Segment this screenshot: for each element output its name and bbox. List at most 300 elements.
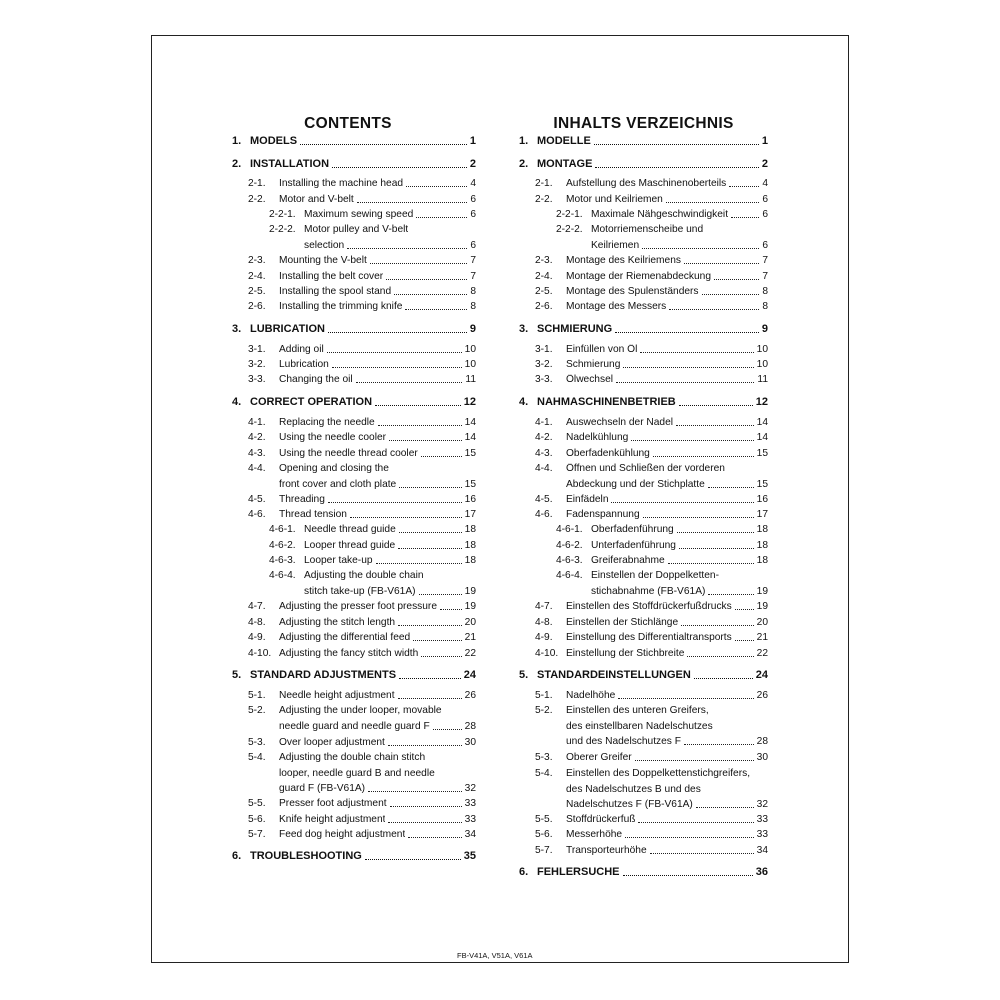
toc-entry-title: Einstellen der Doppelketten-: [591, 570, 719, 581]
toc-entry-number: 4-6-2.: [269, 540, 296, 551]
toc-entry-number: 4-9.: [248, 632, 266, 643]
toc-page-number: 12: [463, 396, 476, 408]
toc-entry-number: 5-2.: [248, 705, 266, 716]
toc-entry-number: 2-4.: [248, 271, 266, 282]
toc-entry-title: Motor und Keilriemen: [566, 194, 663, 205]
toc-entry[interactable]: [519, 209, 768, 220]
toc-entry-number: 5-6.: [248, 814, 266, 825]
toc-entry[interactable]: [232, 286, 476, 297]
toc-entry[interactable]: [519, 374, 768, 385]
toc-entry-number: 2-2-2.: [556, 224, 583, 235]
toc-entry-title: Messerhöhe: [566, 829, 623, 840]
toc-entry-title: Thread tension: [279, 509, 347, 520]
toc-entry[interactable]: [232, 737, 476, 748]
toc-entry-title: Einstellen der Stichlänge: [566, 617, 679, 628]
toc-entry-number: 4-8.: [248, 617, 266, 628]
toc-leader-dots: [618, 697, 753, 699]
toc-page-number: 8: [470, 286, 476, 297]
toc-entry[interactable]: [519, 159, 768, 170]
toc-leader-dots: [370, 262, 468, 264]
toc-page-number: 10: [756, 344, 768, 355]
toc-entry-number: 2-1.: [535, 178, 553, 189]
toc-entry-number: 5-4.: [248, 752, 266, 763]
toc-entry[interactable]: [232, 601, 476, 612]
toc-leader-dots: [640, 351, 753, 353]
toc-entry-number: 4-4.: [248, 463, 266, 474]
toc-entry[interactable]: [519, 570, 768, 597]
toc-entry[interactable]: [232, 301, 476, 312]
toc-leader-dots: [332, 366, 462, 368]
toc-entry-title: Looper thread guide: [304, 540, 396, 551]
toc-leader-dots: [696, 806, 754, 808]
toc-entry[interactable]: [232, 814, 476, 825]
contents-column-german: [519, 36, 768, 962]
model-footer: FB-V41A, V51A, V61A: [457, 951, 533, 960]
toc-entry-title: STANDARD ADJUSTMENTS: [250, 670, 397, 681]
toc-page-number: 6: [470, 239, 476, 251]
toc-page-number: 18: [464, 555, 476, 566]
toc-entry-title: Motor and V-belt: [279, 194, 354, 205]
toc-page-number: 22: [464, 648, 476, 659]
toc-entry-number: 4-6-1.: [556, 524, 583, 535]
toc-entry[interactable]: [232, 617, 476, 628]
toc-entry[interactable]: [232, 851, 476, 862]
toc-entry-title: Mounting the V-belt: [279, 255, 367, 266]
toc-entry[interactable]: [232, 463, 476, 490]
toc-leader-dots: [638, 821, 753, 823]
toc-entry[interactable]: [232, 829, 476, 840]
toc-leader-dots: [642, 247, 759, 249]
toc-page-number: 24: [463, 669, 476, 681]
toc-entry-title: STANDARDEINSTELLUNGEN: [537, 670, 691, 681]
toc-leader-dots: [388, 744, 462, 746]
toc-page-number: 9: [761, 323, 768, 335]
toc-entry-title: Lubrication: [279, 359, 329, 370]
toc-entry[interactable]: [519, 448, 768, 459]
toc-entry-title-continued: needle guard and needle guard F: [279, 720, 430, 732]
toc-page-number: 35: [463, 850, 476, 862]
toc-entry-title: Ölwechsel: [566, 374, 613, 385]
toc-entry-title: Auswechseln der Nadel: [566, 417, 674, 428]
toc-entry-number: 2-2-1.: [556, 209, 583, 220]
toc-entry-title-continued: guard F (FB-V61A): [279, 783, 366, 794]
toc-leader-dots: [378, 424, 462, 426]
toc-leader-dots: [616, 381, 754, 383]
toc-entry[interactable]: [519, 194, 768, 205]
toc-entry[interactable]: [232, 271, 476, 282]
toc-entry-title: FEHLERSUCHE: [537, 867, 620, 878]
toc-entry[interactable]: [519, 224, 768, 251]
toc-entry[interactable]: [232, 448, 476, 459]
toc-page-number: 32: [756, 799, 768, 810]
toc-entry[interactable]: [519, 286, 768, 297]
toc-page-number: 4: [470, 178, 476, 189]
toc-leader-dots: [708, 486, 754, 488]
toc-entry-title: Motor pulley and V-belt: [304, 224, 409, 235]
toc-entry[interactable]: [519, 359, 768, 370]
toc-leader-dots: [406, 185, 467, 187]
toc-entry-number: 4-5.: [535, 494, 553, 505]
toc-entry-number: 4-10.: [535, 648, 559, 659]
toc-page-number: 16: [756, 494, 768, 505]
toc-entry[interactable]: [519, 705, 768, 747]
toc-leader-dots: [350, 516, 462, 518]
toc-entry-number: 5-7.: [248, 829, 266, 840]
toc-entry-number: 5-7.: [535, 845, 553, 856]
toc-entry[interactable]: [519, 845, 768, 856]
toc-leader-dots: [625, 836, 754, 838]
toc-entry-title: Installing the trimming knife: [279, 301, 403, 312]
toc-entry-title-continued: front cover and cloth plate: [279, 478, 397, 490]
toc-page-number: 19: [756, 601, 768, 612]
toc-entry-number: 2-3.: [535, 255, 553, 266]
toc-entry-title: Montage des Spulenständers: [566, 286, 699, 297]
toc-entry[interactable]: [232, 324, 476, 335]
toc-leader-dots: [643, 516, 754, 518]
toc-entry[interactable]: [232, 432, 476, 443]
toc-entry[interactable]: [519, 829, 768, 840]
toc-entry[interactable]: [519, 540, 768, 551]
toc-entry-title: Montage des Messers: [566, 301, 667, 312]
toc-entry-title: SCHMIERUNG: [537, 324, 613, 335]
toc-entry-title: Adjusting the presser foot pressure: [279, 601, 437, 612]
toc-entry[interactable]: [519, 344, 768, 355]
toc-entry-number: 3-3.: [248, 374, 266, 385]
toc-entry-number: 4-7.: [248, 601, 266, 612]
toc-entry-title: Oberer Greifer: [566, 752, 632, 763]
toc-page-number: 8: [762, 286, 768, 297]
toc-entry[interactable]: [232, 705, 476, 732]
toc-entry-title: TROUBLESHOOTING: [250, 851, 362, 862]
toc-leader-dots: [735, 639, 754, 641]
toc-entry[interactable]: [519, 509, 768, 520]
toc-entry-number: 3-1.: [248, 344, 266, 355]
toc-leader-dots: [327, 351, 462, 353]
toc-entry-title: Montage des Keilriemens: [566, 255, 681, 266]
toc-entry[interactable]: [232, 224, 476, 251]
toc-leader-dots: [386, 278, 467, 280]
toc-page-number: 34: [756, 845, 768, 856]
toc-entry-title: Needle thread guide: [304, 524, 396, 535]
toc-page-number: 14: [756, 417, 768, 428]
toc-leader-dots: [399, 677, 461, 679]
toc-page-number: 21: [464, 632, 476, 643]
toc-page-number: 6: [762, 209, 768, 220]
toc-page-number: 9: [469, 323, 476, 335]
toc-entry-number: 4-6-4.: [269, 570, 296, 581]
toc-entry[interactable]: [232, 374, 476, 385]
toc-leader-dots: [679, 404, 753, 406]
toc-entry[interactable]: [232, 798, 476, 809]
toc-entry[interactable]: [519, 417, 768, 428]
toc-entry-number: 4.: [519, 396, 529, 408]
toc-entry[interactable]: [232, 194, 476, 205]
toc-entry[interactable]: [519, 432, 768, 443]
toc-entry-number: 4-7.: [535, 601, 553, 612]
toc-entry-number: 5-3.: [535, 752, 553, 763]
toc-page-number: 18: [464, 540, 476, 551]
toc-entry-title: Knife height adjustment: [279, 814, 386, 825]
toc-entry-title-continued: looper, needle guard B and needle: [279, 767, 435, 779]
toc-page-number: 33: [756, 829, 768, 840]
toc-entry[interactable]: [519, 617, 768, 628]
toc-page-number: 24: [755, 669, 768, 681]
toc-leader-dots: [376, 562, 462, 564]
toc-page-number: 36: [755, 866, 768, 878]
toc-entry[interactable]: [519, 271, 768, 282]
toc-entry-title: Changing the oil: [279, 374, 353, 385]
toc-entry-number: 4-4.: [535, 463, 553, 474]
toc-entry[interactable]: [519, 397, 768, 408]
toc-entry-title: Transporteurhöhe: [566, 845, 647, 856]
toc-entry-title-continued: stitch take-up (FB-V61A): [304, 585, 416, 597]
toc-entry-title: Needle height adjustment: [279, 690, 395, 701]
toc-leader-dots: [669, 308, 759, 310]
toc-entry[interactable]: [519, 768, 768, 810]
toc-entry-number: 4-6.: [535, 509, 553, 520]
toc-entry-title-continued: selection: [304, 239, 345, 251]
toc-entry-title: Fadenspannung: [566, 509, 640, 520]
toc-leader-dots: [413, 639, 461, 641]
toc-leader-dots: [390, 805, 462, 807]
toc-entry-title: Einstellung des Differentialtransports: [566, 632, 732, 643]
toc-entry-number: 2-4.: [535, 271, 553, 282]
toc-leader-dots: [328, 501, 462, 503]
toc-entry-number: 6.: [232, 850, 242, 862]
toc-entry[interactable]: [232, 690, 476, 701]
toc-entry-title: Adjusting the double chain: [304, 570, 424, 581]
toc-entry-title: Einfüllen von Öl: [566, 344, 638, 355]
toc-leader-dots: [650, 852, 754, 854]
toc-page-number: 11: [465, 374, 476, 385]
toc-entry-number: 4-6.: [248, 509, 266, 520]
toc-entry-title: Einstellen des Stoffdrückerfußdrucks: [566, 601, 732, 612]
toc-entry-number: 4-6-3.: [269, 555, 296, 566]
toc-entry-title: Maximale Nähgeschwindigkeit: [591, 209, 729, 220]
toc-entry-title: NÄHMASCHINENBETRIEB: [537, 397, 676, 408]
toc-page-number: 19: [464, 585, 476, 597]
toc-entry-title: Nadelkühlung: [566, 432, 629, 443]
toc-page-number: 8: [762, 301, 768, 312]
toc-leader-dots: [375, 404, 461, 406]
toc-page-number: 28: [464, 720, 476, 732]
toc-leader-dots: [702, 293, 760, 295]
toc-leader-dots: [357, 201, 468, 203]
toc-page-number: 20: [756, 617, 768, 628]
toc-entry[interactable]: [232, 632, 476, 643]
toc-page-number: 6: [470, 209, 476, 220]
toc-entry[interactable]: [519, 324, 768, 335]
toc-page-number: 18: [464, 524, 476, 535]
toc-page-number: 16: [464, 494, 476, 505]
toc-entry-title: Installing the machine head: [279, 178, 404, 189]
toc-entry-number: 4-6-4.: [556, 570, 583, 581]
toc-page-number: 10: [756, 359, 768, 370]
toc-entry[interactable]: [232, 570, 476, 597]
toc-entry-title-continued: und des Nadelschutzes F: [566, 736, 681, 747]
toc-entry[interactable]: [232, 159, 476, 170]
toc-leader-dots: [714, 278, 759, 280]
toc-entry[interactable]: [232, 524, 476, 535]
toc-leader-dots: [623, 366, 753, 368]
toc-entry[interactable]: [519, 463, 768, 490]
toc-entry-title: Adjusting the fancy stitch width: [279, 648, 419, 659]
toc-entry[interactable]: [519, 601, 768, 612]
toc-entry-title: INSTALLATION: [250, 159, 330, 170]
toc-entry[interactable]: [232, 397, 476, 408]
toc-entry[interactable]: [232, 417, 476, 428]
toc-entry-number: 5-5.: [535, 814, 553, 825]
toc-entry-number: 4-2.: [535, 432, 553, 443]
toc-entry[interactable]: [519, 814, 768, 825]
contents-column-english: [232, 36, 476, 962]
toc-entry[interactable]: [519, 255, 768, 266]
toc-entry-number: 5-1.: [248, 690, 266, 701]
toc-entry-number: 4-6-2.: [556, 540, 583, 551]
toc-entry-number: 2-5.: [248, 286, 266, 297]
toc-page-number: 7: [470, 271, 476, 282]
toc-entry-title: Adding oil: [279, 344, 324, 355]
toc-entry-title: Using the needle thread cooler: [279, 448, 418, 459]
toc-entry-number: 5-6.: [535, 829, 553, 840]
toc-entry[interactable]: [232, 540, 476, 551]
toc-leader-dots: [623, 874, 753, 876]
toc-entry[interactable]: [232, 494, 476, 505]
toc-page-number: 21: [756, 632, 768, 643]
toc-page-number: 6: [762, 194, 768, 205]
toc-leader-dots: [399, 486, 461, 488]
toc-leader-dots: [399, 531, 462, 533]
toc-leader-dots: [653, 455, 754, 457]
toc-entry-title: MONTAGE: [537, 159, 593, 170]
toc-entry[interactable]: [519, 555, 768, 566]
toc-entry[interactable]: [519, 648, 768, 659]
toc-entry-number: 4-1.: [248, 417, 266, 428]
toc-entry-title: Threading: [279, 494, 325, 505]
toc-entry[interactable]: [232, 752, 476, 794]
toc-leader-dots: [595, 166, 758, 168]
toc-leader-dots: [408, 836, 461, 838]
toc-page-number: 32: [464, 783, 476, 794]
toc-entry[interactable]: [519, 524, 768, 535]
toc-entry-number: 5-1.: [535, 690, 553, 701]
toc-page-number: 6: [470, 194, 476, 205]
toc-leader-dots: [398, 697, 462, 699]
toc-leader-dots: [668, 562, 754, 564]
toc-entry-title: Installing the spool stand: [279, 286, 392, 297]
toc-entry-number: 2-2-2.: [269, 224, 296, 235]
toc-entry[interactable]: [519, 494, 768, 505]
toc-entry-title: Feed dog height adjustment: [279, 829, 406, 840]
toc-entry-number: 3.: [232, 323, 242, 335]
toc-entry-title-continued: Nadelschutzes F (FB-V61A): [566, 799, 693, 810]
toc-entry-number: 2-6.: [248, 301, 266, 312]
toc-entry[interactable]: [519, 301, 768, 312]
toc-entry-title: Einstellung der Stichbreite: [566, 648, 685, 659]
toc-entry[interactable]: [519, 670, 768, 681]
toc-entry[interactable]: [232, 359, 476, 370]
toc-entry-number: 4-1.: [535, 417, 553, 428]
toc-leader-dots: [398, 547, 461, 549]
toc-entry-title: Oberfadenkühlung: [566, 448, 650, 459]
inhalt-heading: INHALTS VERZEICHNIS: [553, 115, 734, 132]
toc-entry-title: Schmierung: [566, 359, 621, 370]
toc-entry-number: 4-2.: [248, 432, 266, 443]
toc-page-number: 1: [469, 135, 476, 147]
toc-entry[interactable]: [519, 752, 768, 763]
toc-entry[interactable]: [232, 344, 476, 355]
toc-entry-title: Adjusting the under looper, movable: [279, 705, 442, 716]
toc-entry[interactable]: [232, 255, 476, 266]
toc-entry-title: Replacing the needle: [279, 417, 375, 428]
toc-leader-dots: [694, 677, 753, 679]
toc-leader-dots: [729, 185, 759, 187]
toc-entry-number: 3.: [519, 323, 529, 335]
toc-leader-dots: [676, 424, 754, 426]
toc-page-number: 22: [756, 648, 768, 659]
toc-leader-dots: [421, 655, 461, 657]
toc-page-number: 14: [464, 417, 476, 428]
toc-entry-title: Stoffdrückerfuß: [566, 814, 636, 825]
toc-entry-title: Installing the belt cover: [279, 271, 384, 282]
toc-page-number: 15: [756, 448, 768, 459]
toc-page-number: 17: [756, 509, 768, 520]
toc-entry[interactable]: [519, 632, 768, 643]
toc-entry-title: Oberfadenführung: [591, 524, 674, 535]
toc-entry-title: Opening and closing the: [279, 463, 389, 474]
toc-leader-dots: [421, 455, 462, 457]
toc-page-number: 14: [464, 432, 476, 443]
toc-entry-number: 4-3.: [248, 448, 266, 459]
toc-entry-number: 5-4.: [535, 768, 553, 779]
toc-page-number: 2: [469, 158, 476, 170]
toc-entry-number: 4-5.: [248, 494, 266, 505]
toc-page-number: 26: [756, 690, 768, 701]
toc-entry-title: Montage der Riemenabdeckung: [566, 271, 711, 282]
toc-entry[interactable]: [232, 648, 476, 659]
toc-entry[interactable]: [519, 867, 768, 878]
toc-page-number: 2: [761, 158, 768, 170]
toc-entry[interactable]: [519, 690, 768, 701]
toc-entry[interactable]: [232, 509, 476, 520]
toc-entry-number: 4-6-1.: [269, 524, 296, 535]
toc-entry-number: 3-3.: [535, 374, 553, 385]
toc-page-number: 34: [464, 829, 476, 840]
toc-entry-number: 2-5.: [535, 286, 553, 297]
toc-entry[interactable]: [232, 209, 476, 220]
toc-leader-dots: [440, 608, 462, 610]
toc-leader-dots: [398, 624, 462, 626]
toc-entry[interactable]: [232, 670, 476, 681]
toc-page-number: 17: [464, 509, 476, 520]
toc-entry[interactable]: [519, 136, 768, 147]
toc-entry-number: 5-3.: [248, 737, 266, 748]
toc-page-number: 18: [756, 555, 768, 566]
toc-entry[interactable]: [232, 136, 476, 147]
toc-entry-number: 2-2-1.: [269, 209, 296, 220]
toc-leader-dots: [594, 143, 759, 145]
toc-entry[interactable]: [232, 178, 476, 189]
toc-entry[interactable]: [519, 178, 768, 189]
toc-entry-number: 2-1.: [248, 178, 266, 189]
toc-entry[interactable]: [232, 555, 476, 566]
toc-entry-number: 1.: [232, 135, 242, 147]
toc-leader-dots: [368, 790, 462, 792]
toc-page-number: 15: [464, 478, 476, 490]
toc-entry-title: Motorriemenscheibe und: [591, 224, 704, 235]
toc-entry-title: Aufstellung des Maschinenoberteils: [566, 178, 727, 189]
toc-entry-title-continued: Abdeckung und der Stichplatte: [566, 478, 705, 490]
